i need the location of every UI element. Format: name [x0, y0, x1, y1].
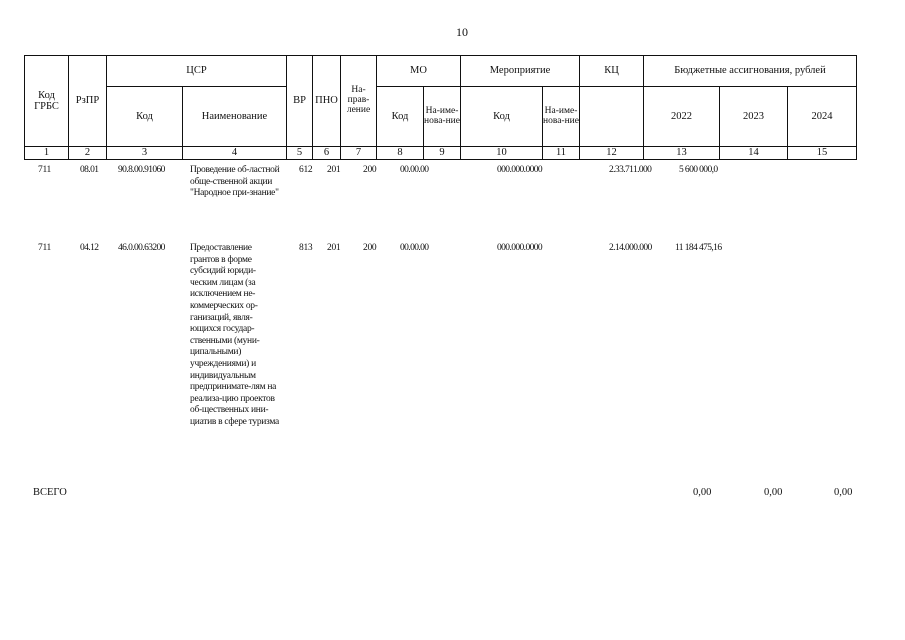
row-value-2022: 5 600 000,0: [679, 165, 718, 175]
col-num: 7: [341, 147, 377, 160]
header-kc-empty: [580, 87, 644, 147]
header-rzpr: РзПР: [69, 56, 107, 147]
col-num: 11: [543, 147, 580, 160]
row-rzpr: 08.01: [80, 165, 99, 175]
col-num: 14: [720, 147, 788, 160]
row-kc: 2.14.000.000: [609, 243, 652, 253]
col-num: 13: [644, 147, 720, 160]
header-kc: КЦ: [580, 56, 644, 87]
header-mo-name: На-име-нова-ние: [424, 87, 461, 147]
row-value-2022: 11 184 475,16: [675, 243, 722, 253]
total-2024: 0,00: [834, 487, 853, 498]
row-vr: 612: [299, 165, 313, 175]
col-num: 1: [25, 147, 69, 160]
row-mer-kod: 000.000.0000: [497, 243, 543, 253]
header-mo: МО: [377, 56, 461, 87]
header-napravlenie: На-прав-ление: [341, 56, 377, 147]
total-label: ВСЕГО: [33, 487, 67, 498]
header-vr: ВР: [287, 56, 313, 147]
col-num: 8: [377, 147, 424, 160]
col-num: 9: [424, 147, 461, 160]
row-name: Проведение об-ластной обще-ственной акции "Народное при-знание": [190, 165, 280, 199]
row-kc: 2.33.711.000: [609, 165, 652, 175]
col-num: 15: [788, 147, 857, 160]
budget-table-header: [24, 55, 857, 160]
col-num: 4: [183, 147, 287, 160]
header-meropriyatie: Мероприятие: [461, 56, 580, 87]
row-pno: 201: [327, 243, 341, 253]
row-mo-kod: 00.00.00: [400, 165, 429, 175]
row-mer-kod: 000.000.0000: [497, 165, 543, 175]
row-napr: 200: [363, 243, 377, 253]
col-num: 6: [313, 147, 341, 160]
header-mo-kod: Код: [377, 87, 424, 147]
header-pno: ПНО: [313, 56, 341, 147]
row-mo-kod: 00.00.00: [400, 243, 429, 253]
row-rzpr: 04.12: [80, 243, 99, 253]
header-mer-kod: Код: [461, 87, 543, 147]
page-number: 10: [456, 25, 468, 39]
header-mer-name: На-име-нова-ние: [543, 87, 580, 147]
col-num: 12: [580, 147, 644, 160]
total-2023: 0,00: [764, 487, 783, 498]
row-name: Предоставление грантов в форме субсидий юриди-ческим лицам (за исключением не-коммерческих ор-ганизаций, явля-ющихся государ-ственными (муни-ципальными) учреждениями) и индивидуальным предпринимате-лям на реализа-цию проектов об-щественных ини-циатив в сфере туризма: [190, 243, 279, 427]
row-grbs: 711: [38, 165, 51, 175]
header-kod-grbs: Код ГРБС: [25, 56, 69, 147]
column-number-row: [25, 147, 857, 160]
row-csr-kod: 46.0.00.63200: [118, 243, 165, 253]
header-csr: ЦСР: [107, 56, 287, 87]
header-year-2023: 2023: [720, 87, 788, 147]
row-vr: 813: [299, 243, 313, 253]
col-num: 10: [461, 147, 543, 160]
total-2022: 0,00: [693, 487, 712, 498]
row-napr: 200: [363, 165, 377, 175]
header-year-2022: 2022: [644, 87, 720, 147]
header-budget: Бюджетные ассигнования, рублей: [644, 56, 857, 87]
header-year-2024: 2024: [788, 87, 857, 147]
row-pno: 201: [327, 165, 341, 175]
col-num: 2: [69, 147, 107, 160]
row-grbs: 711: [38, 243, 51, 253]
row-csr-kod: 90.8.00.91060: [118, 165, 165, 175]
col-num: 3: [107, 147, 183, 160]
header-csr-kod: Код: [107, 87, 183, 147]
col-num: 5: [287, 147, 313, 160]
header-csr-name: Наименование: [183, 87, 287, 147]
